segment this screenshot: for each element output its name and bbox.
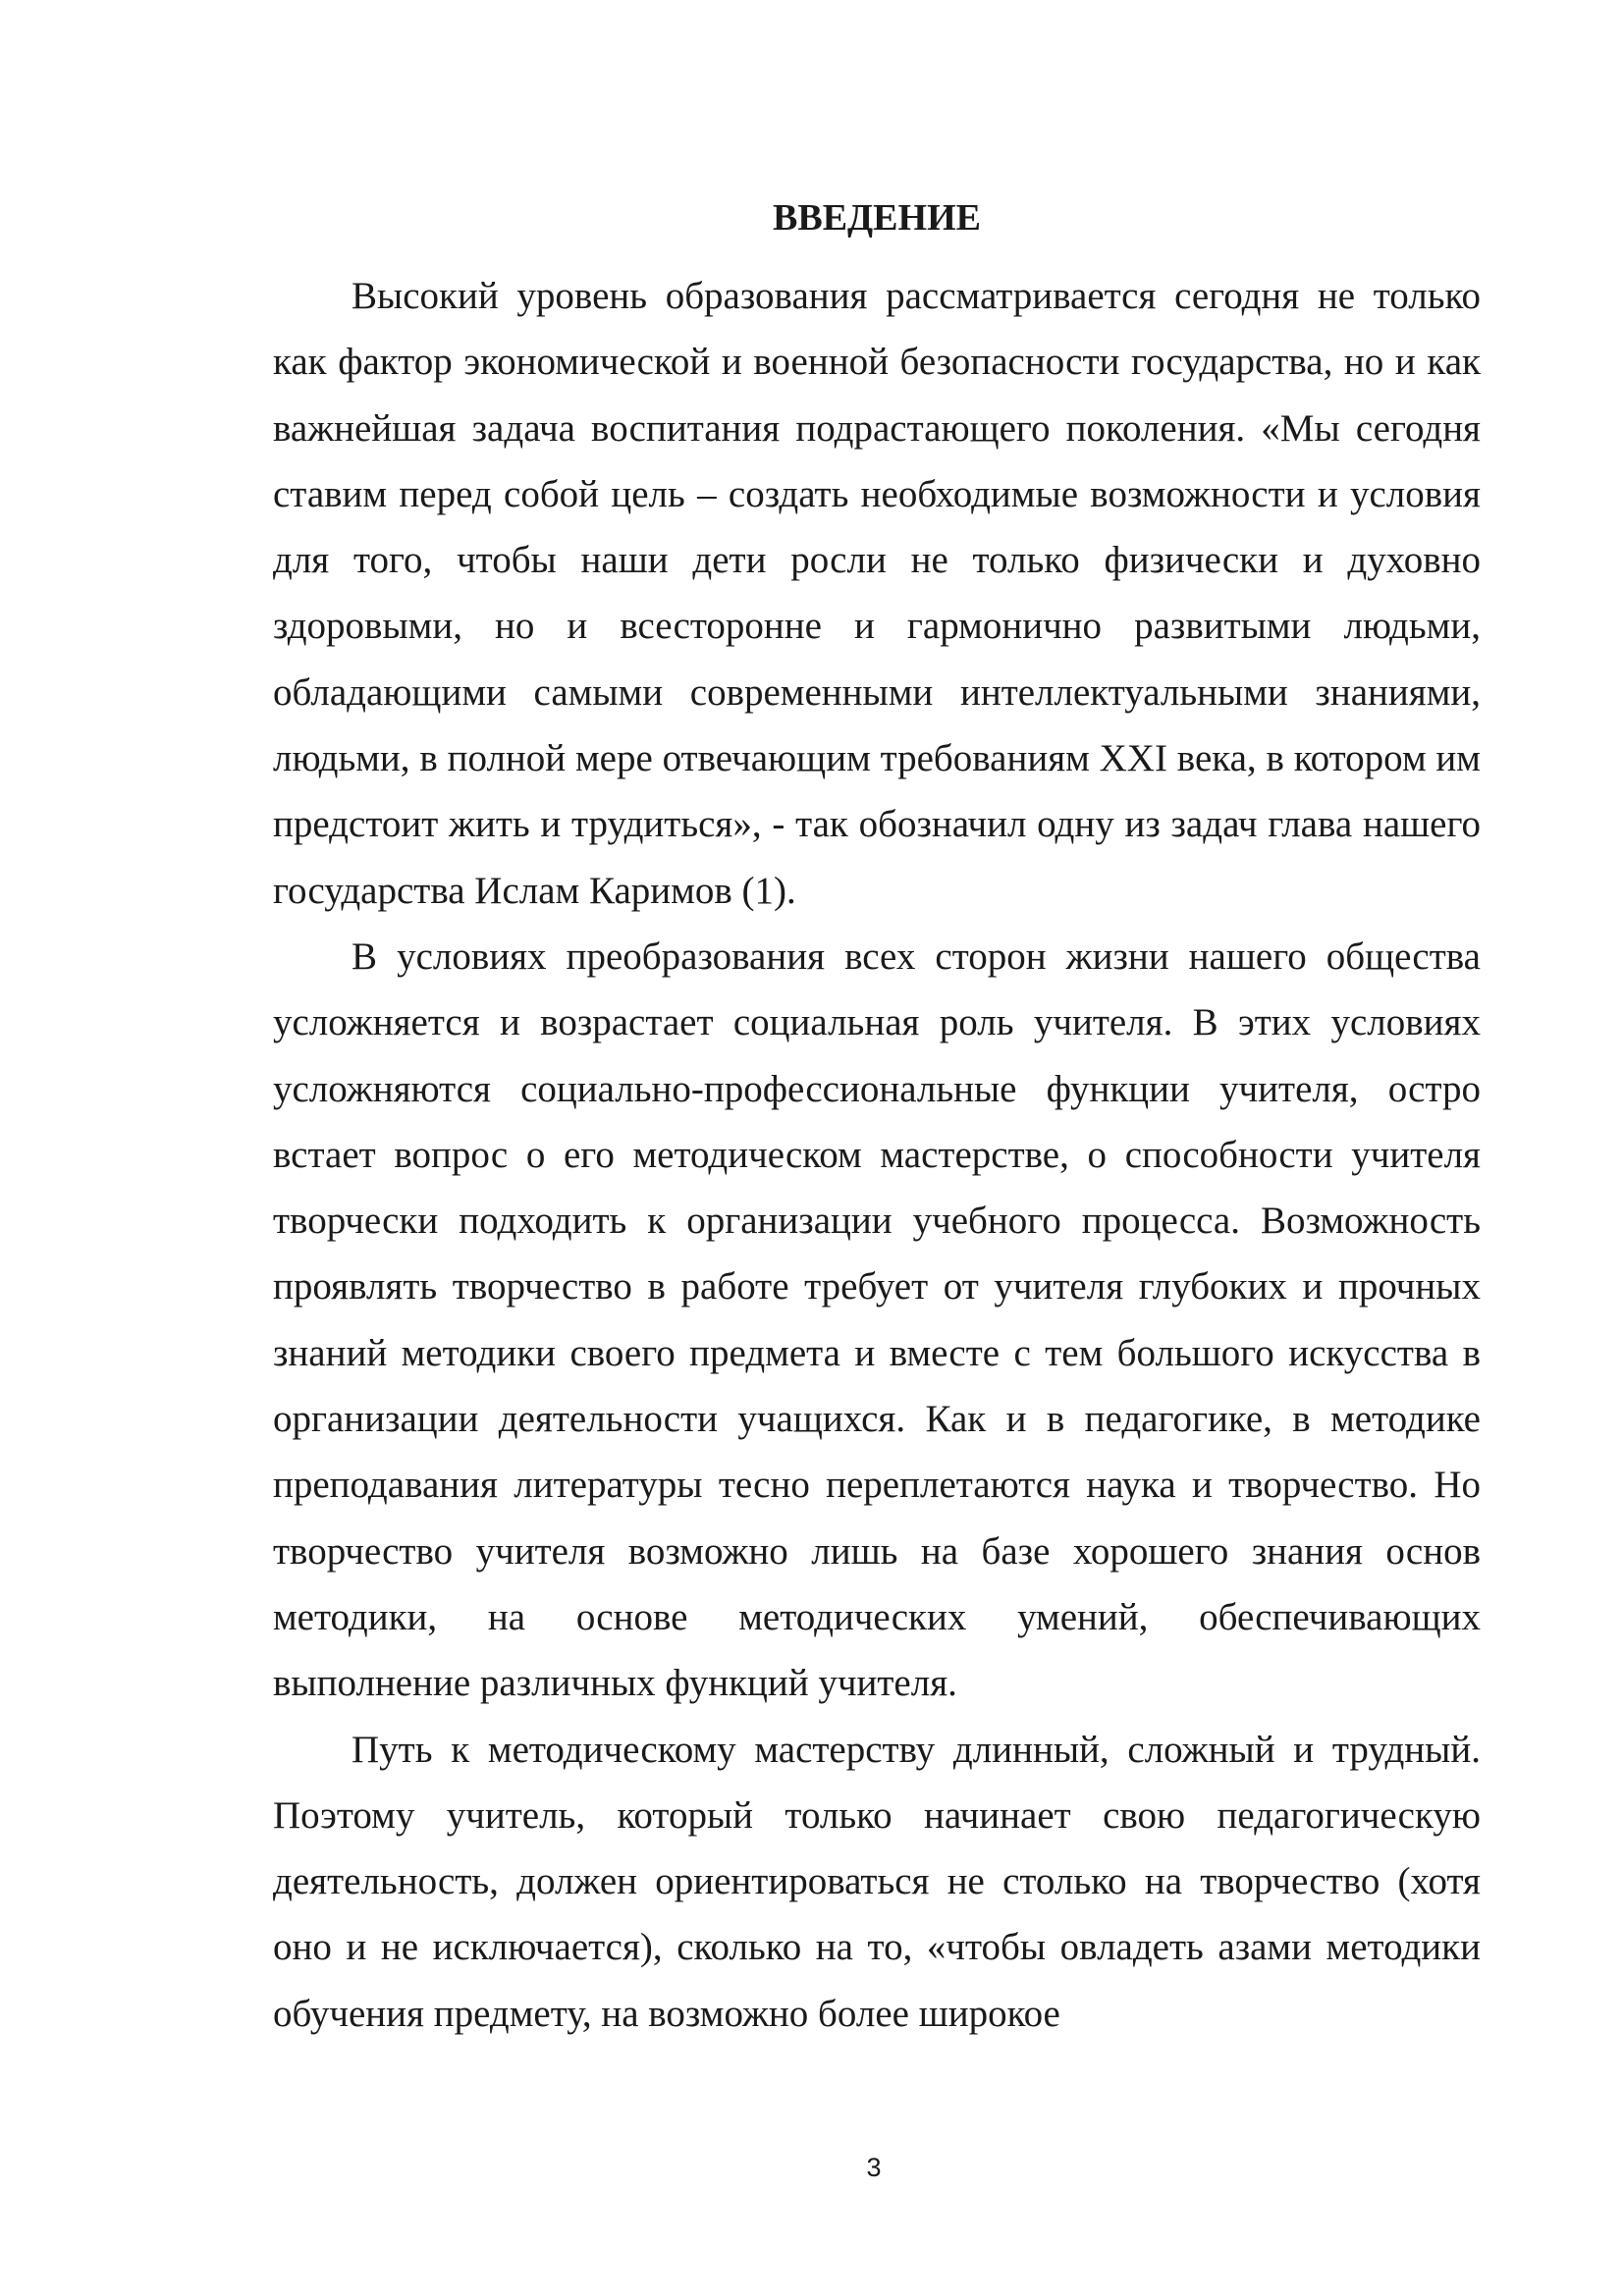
paragraph-1: Высокий уровень образования рассматривается сегодня не только как фактор экономической и военной безопасности государства, но и как важнейшая задача воспитания подрастающего поколения. «Мы сегодня ставим перед собой цель – создать необходимые возможности и условия для того, чтобы наши дети росли не только физически и духовно здоровыми, но и всесторонне и гармонично развитыми людьми, обладающими самыми современными интеллектуальными знаниями, людьми, в полной мере отвечающим требованиям XXI века, в котором им предстоит жить и трудиться», - так обозначил одну из задач глава нашего государства Ислам Каримов (1).	[273, 275, 1481, 912]
section-heading: ВВЕДЕНИЕ	[773, 197, 981, 239]
paragraph-3: Путь к методическому мастерству длинный, сложный и трудный. Поэтому учитель, который только начинает свою педагогическую деятельность, должен ориентироваться не столько на творчество (хотя оно и не исключается), сколько на то, «чтобы овладеть азами методики обучения предмету, на возможно более широкое	[273, 1728, 1481, 2035]
body-text	[273, 263, 1481, 2047]
paragraph-2: В условиях преобразования всех сторон жизни нашего общества усложняется и возрастает социальная роль учителя. В этих условиях усложняются социально-профессиональные функции учителя, остро встает вопрос о его методическом мастерстве, о способности учителя творчески подходить к организации учебного процесса. Возможность проявлять творчество в работе требует от учителя глубоких и прочных знаний методики своего предмета и вместе с тем большого искусства в организации деятельности учащихся. Как и в педагогике, в методике преподавания литературы тесно переплетаются наука и творчество. Но творчество учителя возможно лишь на базе хорошего знания основ методики, на основе методических умений, обеспечивающих выполнение различных функций учителя.	[273, 934, 1481, 1705]
page-number: 3	[866, 2153, 882, 2182]
